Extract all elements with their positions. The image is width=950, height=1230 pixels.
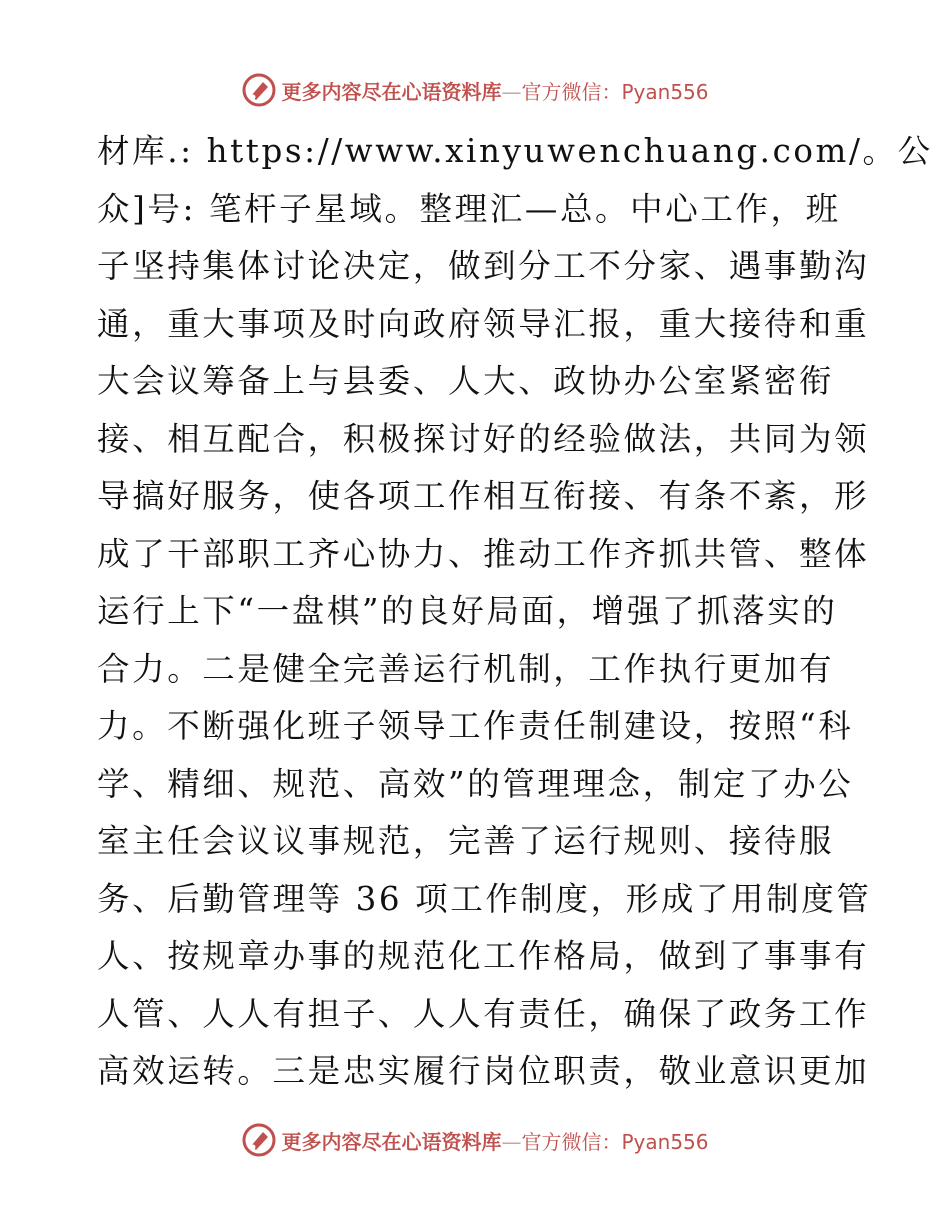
banner-text <box>281 1126 708 1155</box>
text-line: 人、按规章办事的规范化工作格局，做到了事事有 <box>97 937 870 975</box>
text-line: 通，重大事项及时向政府领导汇报，重大接待和重 <box>97 304 870 343</box>
text-line: 运行上下“一盘棋”的良好局面，增强了抓落实的 <box>97 592 838 630</box>
text-line: 众]号: 笔杆子星域。整理汇—总。中心工作，班 <box>97 189 841 228</box>
text-line: 子坚持集体讨论决定，做到分工不分家、遇事勤沟 <box>97 247 870 285</box>
text-line: 导搞好服务，使各项工作相互衔接、有条不紊，形 <box>97 477 870 515</box>
banner-separator: — <box>501 79 522 104</box>
banner-main-text: 更多内容尽在心语资料库 <box>281 79 502 104</box>
banner-contact-label: 官方微信： <box>521 79 622 104</box>
pen-nib-logo-icon <box>241 1122 277 1158</box>
text-line: 成了干部职工齐心协力、推动工作齐抓共管、整体 <box>97 534 870 573</box>
text-line: 材库.: https://www.xinyuwenchuang.com/。公 <box>97 132 933 170</box>
header-banner <box>0 70 950 110</box>
text-line: 大会议筹备上与县委、人大、政协办公室紧密衔 <box>97 362 835 400</box>
banner-contact-label: 官方微信： <box>521 1129 622 1154</box>
text-line: 力。不断强化班子领导工作责任制建设，按照“科 <box>97 707 854 745</box>
banner-separator: — <box>501 1129 522 1154</box>
banner-main-text: 更多内容尽在心语资料库 <box>281 1129 502 1154</box>
pen-nib-logo-icon <box>241 72 277 108</box>
text-line: 合力。二是健全完善运行机制，工作执行更加有 <box>97 649 835 688</box>
text-line: 人管、人人有担子、人人有责任，确保了政务工作 <box>97 994 870 1033</box>
banner-contact-id: Pyan556 <box>621 79 709 104</box>
text-line: 高效运转。三是忠实履行岗位职责，敬业意识更加 <box>97 1052 870 1090</box>
text-line: 接、相互配合，积极探讨好的经验做法，共同为领 <box>97 419 870 458</box>
text-line: 室主任会议议事规范，完善了运行规则、接待服 <box>97 822 835 860</box>
banner-contact-id: Pyan556 <box>621 1129 709 1154</box>
text-line: 学、精细、规范、高效”的管理理念，制定了办公 <box>97 764 854 803</box>
document-body <box>97 123 933 1101</box>
footer-banner <box>0 1120 950 1160</box>
banner-text <box>281 76 708 105</box>
text-line: 务、后勤管理等 36 项工作制度，形成了用制度管 <box>97 879 872 918</box>
